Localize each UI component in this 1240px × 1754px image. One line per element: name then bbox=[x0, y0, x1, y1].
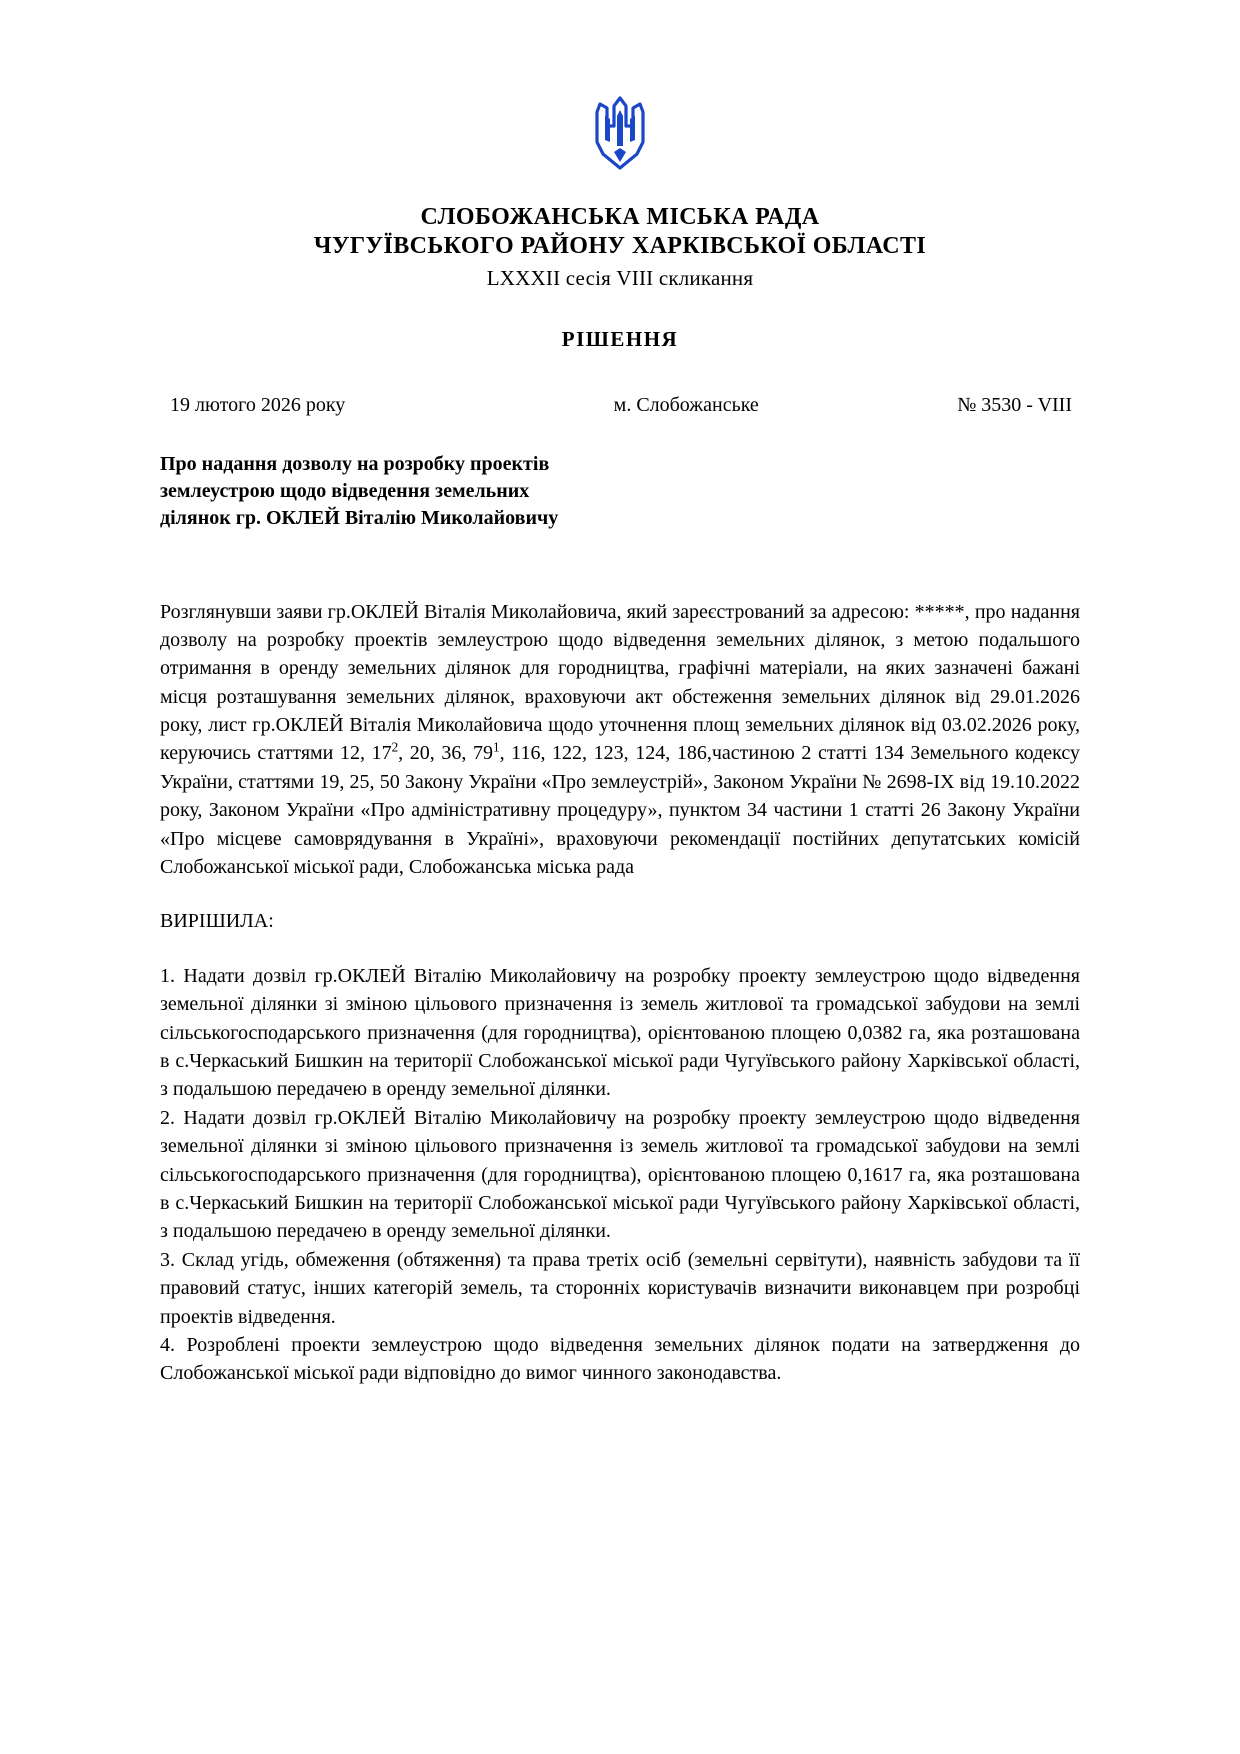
preamble-part-3: , 116, 122, 123, 124, 186,частиною 2 статті 134 Земельного кодексу України, статтями 19, 25, 50 Закону України «Про землеустрій», Законом України № 2698-ІХ від 19.10.2022 року, Законом України «Про адміністративну процедуру», пунктом 34 частини 1 статті 26 Закону України «Про місцеве самоврядування в Україні», враховуючи рекомендації постійних депутатських комісій Слобожанської міської ради, Слобожанська міська рада bbox=[160, 742, 1080, 879]
subject-line-1: Про надання дозволу на розробку проектів bbox=[160, 452, 550, 475]
decision-item: 1. Надати дозвіл гр.ОКЛЕЙ Віталію Миколайовичу на розробку проекту землеустрою щодо відведення земельної ділянки зі зміною цільового призначення із земель житлової та громадської забудови на землі сільськогосподарського призначення (для городництва), орієнтованою площею 0,0382 га, яка розташована в с.Черкаський Бишкин на території Слобожанської міської ради Чугуївського району Харківської області, з подальшою передачею в оренду земельної ділянки. bbox=[160, 964, 1080, 1101]
ukraine-coat-of-arms-icon bbox=[593, 96, 647, 172]
emblem-container bbox=[160, 0, 1080, 177]
preamble-part-2: , 20, 36, 79 bbox=[398, 742, 493, 765]
session-line: LXXXII сесія VIII скликання bbox=[486, 265, 754, 290]
document-header bbox=[160, 203, 1080, 291]
decision-item: 4. Розроблені проекти землеустрою щодо відведення земельних ділянок подати на затвердження до Слобожанської міської ради відповідно до вимог чинного законодавства. bbox=[160, 1333, 1080, 1385]
document-date: 19 лютого 2026 року bbox=[170, 393, 346, 416]
document-city: м. Слобожанське bbox=[613, 393, 759, 416]
preamble-superscript-1: 2 bbox=[391, 739, 399, 755]
document-subject bbox=[160, 451, 1080, 532]
subject-line-2: землеустрою щодо відведення земельних bbox=[160, 479, 530, 502]
document-type-title: РІШЕННЯ bbox=[561, 326, 679, 351]
preamble-part-1: Розглянувши заяви гр.ОКЛЕЙ Віталія Миколайовича, який зареєстрований за адресою: *****, про надання дозволу на розробку проектів землеустрою щодо відведення земельних ділянок, з метою подальшого отримання в оренду земельних ділянок для городництва, графічні матеріали, на яких зазначені бажані місця розташування земельних ділянок, враховуючи акт обстеження земельних ділянок від 29.01.2026 року, лист гр.ОКЛЕЙ Віталія Миколайовича щодо уточнення площ земельних ділянок від 03.02.2026 року, керуючись статтями 12, 17 bbox=[160, 600, 1080, 765]
document-number: № 3530 - VIII bbox=[957, 393, 1072, 416]
organization-line-2: ЧУГУЇВСЬКОГО РАЙОНУ ХАРКІВСЬКОЇ ОБЛАСТІ bbox=[313, 233, 927, 260]
decided-label: ВИРІШИЛА: bbox=[160, 910, 274, 933]
subject-line-3: ділянок гр. ОКЛЕЙ Віталію Миколайовичу bbox=[160, 506, 559, 529]
decision-items bbox=[160, 962, 1080, 1388]
document-body bbox=[160, 598, 1080, 1388]
decision-item: 2. Надати дозвіл гр.ОКЛЕЙ Віталію Миколайовичу на розробку проекту землеустрою щодо відведення земельної ділянки зі зміною цільового призначення із земель житлової та громадської забудови на землі сільськогосподарського призначення (для городництва), орієнтованою площею 0,1617 га, яка розташована в с.Черкаський Бишкин на території Слобожанської міської ради Чугуївського району Харківської області, з подальшою передачею в оренду земельної ділянки. bbox=[160, 1106, 1080, 1243]
organization-line-1: СЛОБОЖАНСЬКА МІСЬКА РАДА bbox=[420, 204, 820, 230]
preamble-superscript-2: 1 bbox=[492, 739, 500, 755]
document-meta-row bbox=[160, 394, 1080, 417]
preamble-paragraph bbox=[160, 598, 1080, 882]
decision-item: 3. Склад угідь, обмеження (обтяження) та права третіх осіб (земельні сервітути), наявність забудови та її правовий статус, інших категорій земель, та сторонніх користувачів визначити виконавцем при розробці проектів відведення. bbox=[160, 1248, 1080, 1328]
